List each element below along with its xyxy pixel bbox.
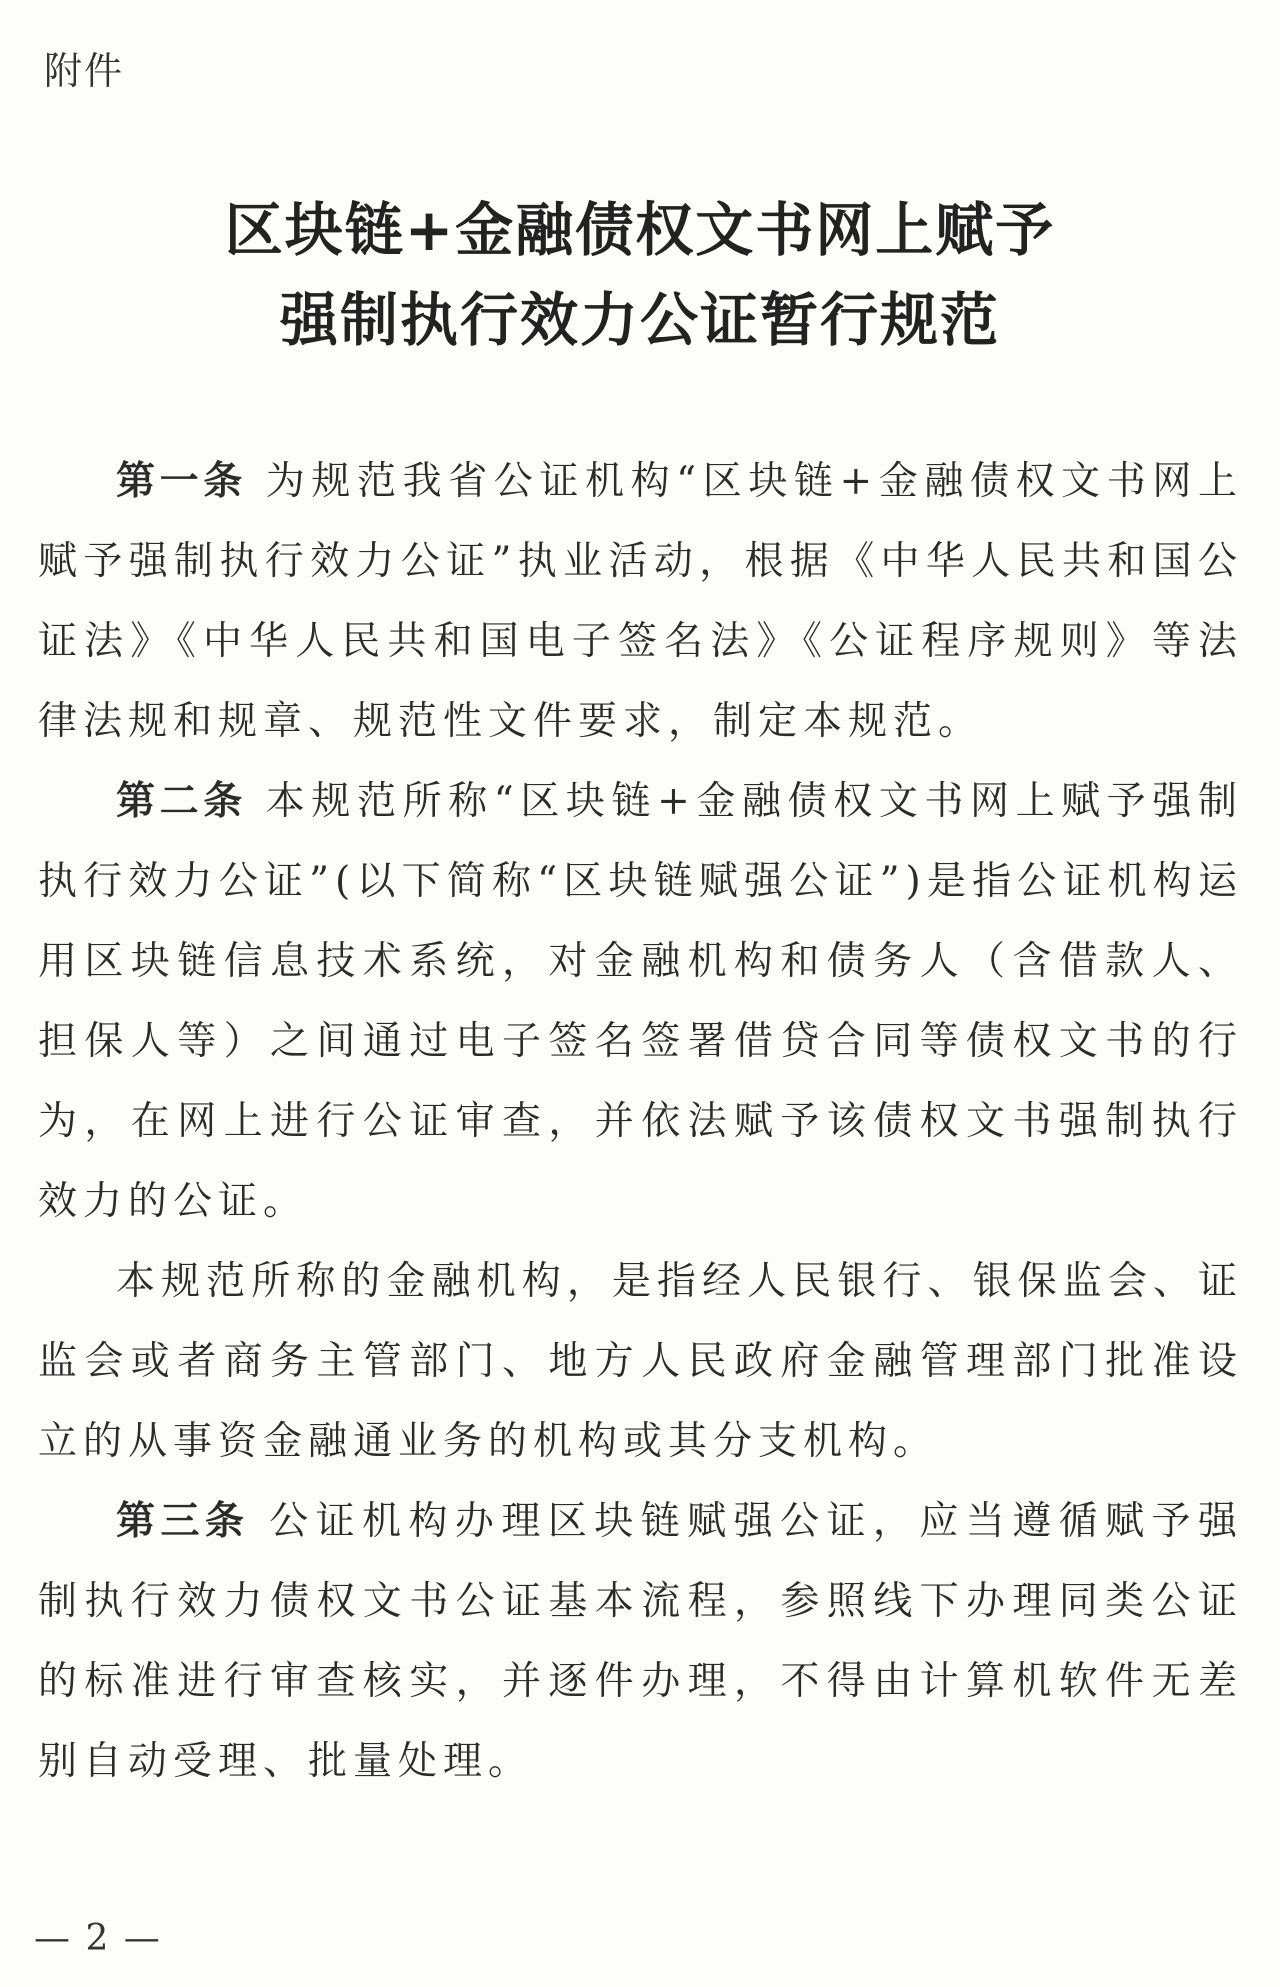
document-body [38, 442, 1243, 1802]
paragraph-text-3: 本规范所称的金融机构，是指经人民银行、银保监会、证监会或者商务主管部门、地方人民政府金融管理部门批准设立的从事资金融通业务的机构或其分支机构。 [38, 1259, 1243, 1464]
article-text-3: 公证机构办理区块链赋强公证，应当遵循赋予强制执行效力债权文书公证基本流程，参照线下办理同类公证的标准进行审查核实，并逐件办理，不得由计算机软件无差别自动受理、批量处理。 [38, 1499, 1243, 1784]
attachment-label: 附件 [44, 49, 125, 93]
title-line-1: 区块链+金融债权文书网上赋予 [224, 196, 1056, 264]
article-heading-1: 第一条 [116, 459, 247, 504]
paragraph-financial-institutions [38, 1242, 1243, 1482]
paragraph-article-2 [38, 762, 1243, 1242]
title-line-2: 强制执行效力公证暂行规范 [279, 286, 1000, 354]
article-heading-3: 第三条 [116, 1499, 250, 1544]
article-text-1: 为规范我省公证机构“区块链+金融债权文书网上赋予强制执行效力公证”执业活动，根据《中华人民共和国公证法》《中华人民共和国电子签名法》《公证程序规则》等法律法规和规章、规范性文件要求，制定本规范。 [38, 459, 1243, 744]
paragraph-article-3 [38, 1482, 1243, 1802]
paragraph-article-1 [38, 442, 1243, 762]
article-heading-2: 第二条 [116, 779, 247, 824]
article-text-2: 本规范所称“区块链+金融债权文书网上赋予强制执行效力公证”(以下简称“区块链赋强公证”)是指公证机构运用区块链信息技术系统，对金融机构和债务人（含借款人、担保人等）之间通过电子签名签署借贷合同等债权文书的行为，在网上进行公证审查，并依法赋予该债权文书强制执行效力的公证。 [38, 779, 1243, 1224]
document-title [0, 185, 1280, 365]
page-number: — 2 — [34, 1918, 162, 1959]
